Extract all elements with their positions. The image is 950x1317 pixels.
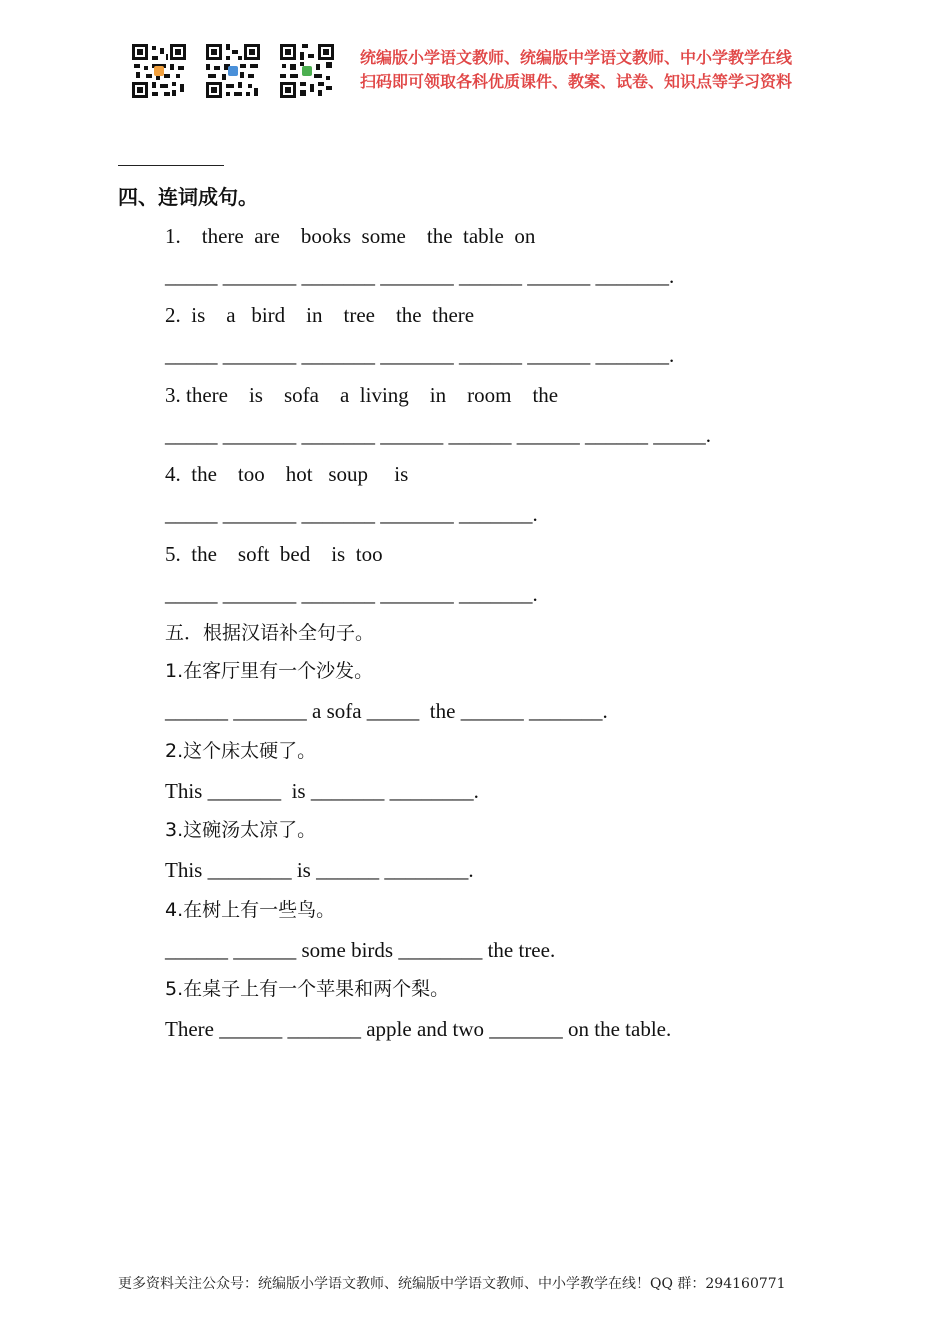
section-5-item-2-english: This _______ is _______ ________. (165, 779, 479, 803)
section-4-item-2-blanks: _____ _______ _______ _______ ______ ______ _______. (165, 343, 675, 367)
section-5-item-5-english: There ______ _______ apple and two _______ on the table. (165, 1017, 672, 1041)
section-5-item-1-english: ______ _______ a sofa _____ the ______ _______. (165, 699, 608, 723)
qr-code-icon (278, 42, 336, 100)
section-5-item-1-chinese: 1.在客厅里有一个沙发。 (165, 660, 374, 682)
section-5-item-3-english: This ________ is ______ ________. (165, 858, 474, 882)
qr-code-row (130, 42, 336, 100)
divider (118, 165, 224, 166)
section-4-item-3-words: 3. there is sofa a living in room the (165, 383, 559, 407)
qr-code-icon (130, 42, 188, 100)
section-4-item-5-words: 5. the soft bed is too (165, 542, 383, 566)
section-5-item-3-chinese: 3.这碗汤太凉了。 (165, 819, 317, 841)
section-4-item-5-blanks: _____ _______ _______ _______ _______. (165, 582, 538, 606)
section-4-item-4-blanks: _____ _______ _______ _______ _______. (165, 502, 538, 526)
banner-line-1: 统编版小学语文教师、统编版中学语文教师、中小学教学在线 (360, 48, 793, 67)
header-banner (360, 46, 792, 94)
section-5-item-5-chinese: 5.在桌子上有一个苹果和两个梨。 (165, 978, 450, 1000)
section-4-item-4-words: 4. the too hot soup is (165, 462, 409, 486)
section-4-item-1-blanks: _____ _______ _______ _______ ______ ______ _______. (165, 264, 675, 288)
section-5-item-4-chinese: 4.在树上有一些鸟。 (165, 899, 336, 921)
section-5-item-4-english: ______ ______ some birds ________ the tree. (165, 938, 556, 962)
section-4-item-2-words: 2. is a bird in tree the there (165, 303, 475, 327)
section-4-item-1-words: 1. there are books some the table on (165, 224, 536, 248)
banner-line-2: 扫码即可领取各科优质课件、教案、试卷、知识点等学习资料 (360, 72, 793, 91)
qr-code-icon (204, 42, 262, 100)
footer-note: 更多资料关注公众号：统编版小学语文教师、统编版中学语文教师、中小学教学在线！QQ 群：294160771 (118, 1276, 786, 1292)
section-4-item-3-blanks: _____ _______ _______ ______ ______ ______ ______ _____. (165, 423, 711, 447)
section-5-item-2-chinese: 2.这个床太硬了。 (165, 740, 317, 762)
section-4-title: 四、连词成句。 (118, 185, 258, 209)
section-5-title: 五．根据汉语补全句子。 (165, 622, 375, 644)
